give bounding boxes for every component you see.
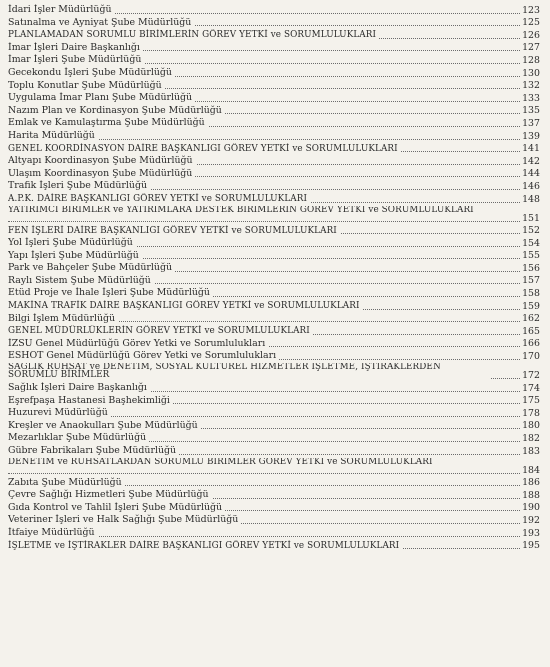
toc-entry — [8, 155, 540, 168]
toc-entry-title: İdari İşler Müdürlüğü — [8, 4, 115, 16]
toc-entry-title: Harita Müdürlüğü — [8, 130, 98, 142]
toc-entry — [8, 420, 540, 433]
toc-entry-page: 123 — [520, 5, 540, 17]
toc-entry-page: 125 — [520, 17, 540, 29]
toc-entry-title: Yol İşleri Şube Müdürlüğü — [8, 237, 136, 249]
toc-entry-title: Yapı İşleri Şube Müdürlüğü — [8, 250, 142, 262]
toc-entry-page: 152 — [520, 225, 540, 237]
toc-entry-page: 190 — [520, 502, 540, 514]
toc-entry — [8, 92, 540, 105]
toc-entry-title: İZSU Genel Müdürlüğü Görev Yetki ve Sorumlulukları — [8, 338, 268, 350]
toc-entry-page: 165 — [520, 326, 540, 338]
toc-entry — [8, 395, 540, 408]
toc-entry-title: YATIRIMCI BİRİMLER ve YATIRIMLARA DESTEK BİRİMLERİN GÖREV YETKİ ve SORUMLULUKLARI — [8, 206, 477, 214]
toc-entry-title: A.P.K. DAİRE BAŞKANLIĞI GÖREV YETKİ ve SORUMLULUKLARI — [8, 193, 310, 205]
toc-entry-page: 127 — [520, 42, 540, 54]
toc-entry-page: 180 — [520, 420, 540, 432]
toc-entry-title: Raylı Sistem Şube Müdürlüğü — [8, 275, 154, 287]
toc-entry-page: 128 — [520, 55, 540, 67]
toc-entry-title: İŞLETME ve İŞTİRAKLER DAİRE BAŞKANLIĞI GÖREV YETKİ ve SORUMLULUKLARI — [8, 540, 402, 552]
toc-entry-page: 154 — [520, 238, 540, 250]
toc-entry-page: 126 — [520, 30, 540, 42]
toc-entry — [8, 313, 540, 326]
toc-entry — [8, 325, 540, 338]
toc-entry — [8, 363, 540, 382]
toc-entry-title: ESHOT Genel Müdürlüğü Görev Yetki ve Sorumlulukları — [8, 350, 279, 362]
toc-entry-page: 142 — [520, 156, 540, 168]
toc-entry-title: İmar İşleri Şube Müdürlüğü — [8, 54, 144, 66]
toc-entry-title: Kreşler ve Anaokulları Şube Müdürlüğü — [8, 420, 201, 432]
toc-entry — [8, 17, 540, 30]
toc-entry-title: Altyapı Koordinasyon Şube Müdürlüğü — [8, 155, 196, 167]
toc-entry-page: 175 — [520, 395, 540, 407]
toc-entry — [8, 180, 540, 193]
toc-entry-title: Mezarlıklar Şube Müdürlüğü — [8, 432, 149, 444]
toc-entry — [8, 527, 540, 540]
toc-entry — [8, 458, 540, 477]
toc-entry-title: Gübre Fabrikaları Şube Müdürlüğü — [8, 445, 179, 457]
toc-entry — [8, 130, 540, 143]
toc-entry-page: 133 — [520, 93, 540, 105]
toc-entry-page: 162 — [520, 313, 540, 325]
toc-entry — [8, 262, 540, 275]
toc-entry-title: Zabıta Şube Müdürlüğü — [8, 477, 125, 489]
toc-entry — [8, 477, 540, 490]
dot-leader — [8, 221, 522, 222]
dot-leader — [8, 473, 522, 474]
toc-entry — [8, 432, 540, 445]
toc-entry-title: Etüd Proje ve İhale İşleri Şube Müdürlüğü — [8, 287, 213, 299]
toc-entry-title: Trafik İşleri Şube Müdürlüğü — [8, 180, 150, 192]
toc-entry-title: Nazım Plan ve Kordinasyon Şube Müdürlüğü — [8, 105, 225, 117]
toc-entry-page: 178 — [520, 408, 540, 420]
toc-entry — [8, 105, 540, 118]
toc-entry-title: MAKİNA TRAFİK DAİRE BAŞKANLIĞI GÖREV YETKİ ve SORUMLULUKLARI — [8, 300, 363, 312]
toc-entry-title: PLANLAMADAN SORUMLU BİRİMLERİN GÖREV YETKİ ve SORUMLULUKLARI — [8, 29, 379, 41]
toc-entry-title: Bilgi İşlem Müdürlüğü — [8, 313, 118, 325]
toc-entry — [8, 250, 540, 263]
toc-entry-page: 174 — [520, 383, 540, 395]
toc-entry — [8, 42, 540, 55]
toc-entry — [8, 350, 540, 363]
toc-entry-page: 158 — [520, 288, 540, 300]
toc-entry — [8, 275, 540, 288]
toc-entry — [8, 445, 540, 458]
toc-entry-page: 155 — [520, 250, 540, 262]
toc-entry-page: 183 — [520, 446, 540, 458]
toc-entry-page: 156 — [520, 263, 540, 275]
toc-entry-page: 192 — [520, 515, 540, 527]
toc-entry-title: Toplu Konutlar Şube Müdürlüğü — [8, 80, 165, 92]
toc-entry — [8, 54, 540, 67]
toc-entry-title: Emlak ve Kamulaştırma Şube Müdürlüğü — [8, 117, 208, 129]
toc-entry-page: 157 — [520, 275, 540, 287]
toc-entry-title: Park ve Bahçeler Şube Müdürlüğü — [8, 262, 175, 274]
toc-entry — [8, 143, 540, 156]
toc-entry — [8, 193, 540, 206]
toc-entry — [8, 338, 540, 351]
toc-entry-title: SAĞLIK RUHSAT ve DENETİM, SOSYAL KÜLTÜREL HİZMETLER İŞLETME, İŞTİRAKLERDEN SORUMLU BİRİMLER — [8, 363, 491, 379]
toc-entry-page: 193 — [520, 528, 540, 540]
toc-entry — [8, 67, 540, 80]
toc-entry — [8, 225, 540, 238]
toc-entry-page: 172 — [520, 370, 540, 382]
toc-entry — [8, 489, 540, 502]
toc-entry-title: Ulaşım Koordinasyon Şube Müdürlüğü — [8, 168, 195, 180]
toc-entry-title: Çevre Sağlığı Hizmetleri Şube Müdürlüğü — [8, 489, 212, 501]
toc-entry-title: GENEL KOORDİNASYON DAİRE BAŞKANLIĞI GÖREV YETKİ ve SORUMLULUKLARI — [8, 143, 401, 155]
toc-entry-page: 130 — [520, 68, 540, 80]
toc-entry-page: 182 — [520, 433, 540, 445]
toc-entry-title: Sağlık İşleri Daire Başkanlığı — [8, 382, 150, 394]
toc-entry-page: 137 — [520, 118, 540, 130]
toc-entry — [8, 287, 540, 300]
toc-entry-page: 159 — [520, 301, 540, 313]
toc-entry-title: Veteriner İşleri ve Halk Sağlığı Şube Müdürlüğü — [8, 514, 241, 526]
toc-entry-title: Uygulama İmar Planı Şube Müdürlüğü — [8, 92, 195, 104]
toc-entry-page: 135 — [520, 105, 540, 117]
toc-entry-title: İmar İşleri Daire Başkanlığı — [8, 42, 143, 54]
toc-entry-page: 151 — [520, 213, 540, 225]
toc-entry-title: Gıda Kontrol ve Tahlil İşleri Şube Müdürlüğü — [8, 502, 225, 514]
toc-entry-page: 141 — [520, 143, 540, 155]
toc-entry-page: 139 — [520, 131, 540, 143]
toc-entry — [8, 168, 540, 181]
toc-entry — [8, 237, 540, 250]
toc-entry-title: Satınalma ve Ayniyat Şube Müdürlüğü — [8, 17, 194, 29]
toc-entry — [8, 300, 540, 313]
table-of-contents — [8, 4, 540, 552]
toc-entry-page: 186 — [520, 477, 540, 489]
toc-entry-title: FEN İŞLERİ DAİRE BAŞKANLIĞI GÖREV YETKİ ve SORUMLULUKLARI — [8, 225, 340, 237]
toc-entry-title: Gecekondu İşleri Şube Müdürlüğü — [8, 67, 175, 79]
toc-entry-page: 132 — [520, 80, 540, 92]
toc-entry-page: 166 — [520, 338, 540, 350]
toc-entry-page: 195 — [520, 540, 540, 552]
toc-entry-title: DENETİM ve RUHSATLARDAN SORUMLU BİRİMLER GÖREV YETKİ ve SORUMLULUKLARI — [8, 458, 436, 466]
toc-entry — [8, 29, 540, 42]
toc-entry-title: GENEL MÜDÜRLÜKLERİN GÖREV YETKİ ve SORUMLULUKLARI — [8, 325, 313, 337]
toc-entry — [8, 502, 540, 515]
toc-entry — [8, 382, 540, 395]
toc-entry — [8, 206, 540, 225]
toc-entry-title: İtfaiye Müdürlüğü — [8, 527, 98, 539]
toc-entry-page: 144 — [520, 168, 540, 180]
toc-entry — [8, 4, 540, 17]
toc-entry-page: 146 — [520, 181, 540, 193]
toc-entry — [8, 540, 540, 553]
toc-entry-page: 184 — [520, 465, 540, 477]
toc-entry — [8, 407, 540, 420]
toc-entry-title: Eşrefpaşa Hastanesi Başhekimliği — [8, 395, 173, 407]
toc-entry — [8, 117, 540, 130]
toc-entry-page: 188 — [520, 490, 540, 502]
toc-entry — [8, 514, 540, 527]
toc-entry-title: Huzurevi Müdürlüğü — [8, 407, 111, 419]
toc-entry-page: 170 — [520, 351, 540, 363]
toc-entry — [8, 80, 540, 93]
toc-entry-page: 148 — [520, 194, 540, 206]
